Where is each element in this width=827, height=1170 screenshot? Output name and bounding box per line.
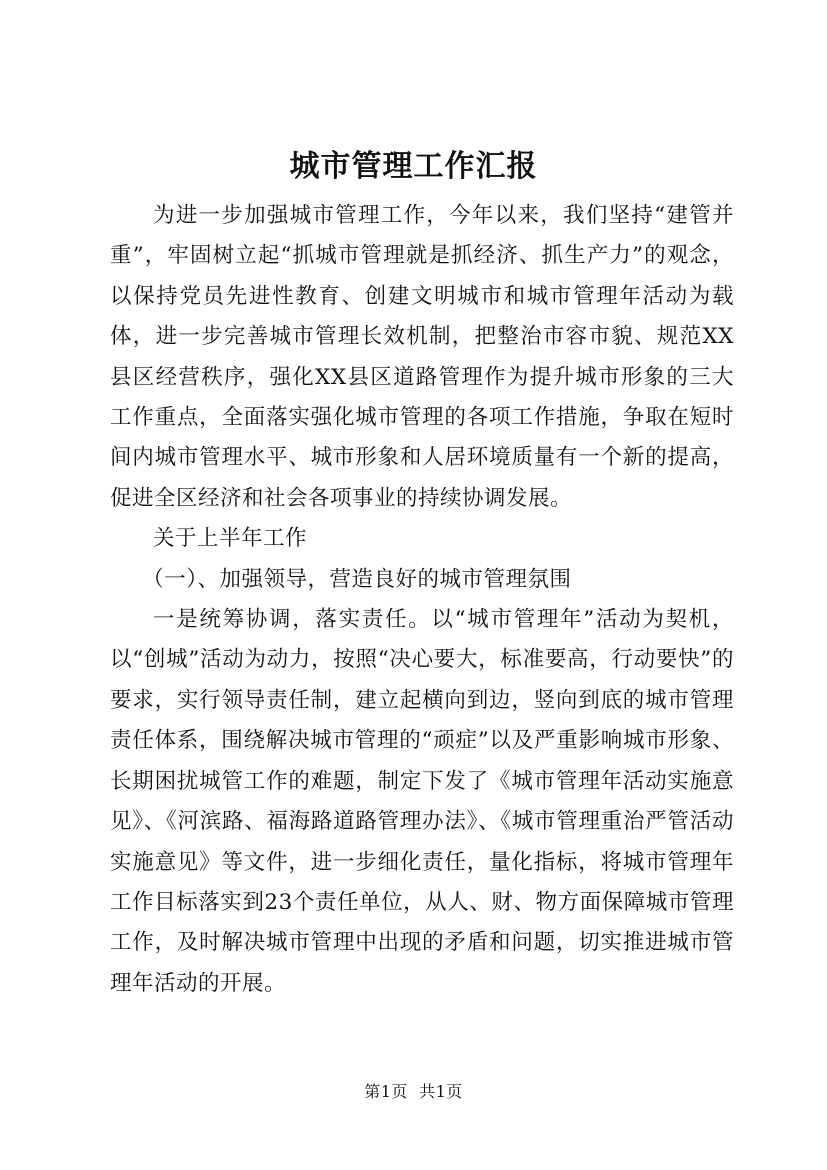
intro-paragraph: 为进一步加强城市管理工作，今年以来，我们坚持“建管并重”，牢固树立起“抓城市管理就是抓经济、抓生产力”的观念，以保持党员先进性教育、创建文明城市和城市管理年活动为载体，进一步完善城市管理长效机制，把整治市容市貌、规范XX县区经营秩序，强化XX县区道路管理作为提升城市形象的三大工作重点，全面落实强化城市管理的各项工作措施，争取在短时间内城市管理水平、城市形象和人居环境质量有一个新的提高，促进全区经济和社会各项事业的持续协调发展。 xyxy=(110,203,734,511)
document-title: 城市管理工作汇报 xyxy=(289,149,538,184)
page-footer xyxy=(0,1081,827,1103)
page-number-label: 第1页 共1页 xyxy=(364,1082,463,1101)
document-body xyxy=(110,196,734,1004)
body-paragraph: 一是统筹协调，落实责任。以“城市管理年”活动为契机，以“创城”活动为动力，按照“决心要大，标准要高，行动要快”的要求，实行领导责任制，建立起横向到边，竖向到底的城市管理责任体系，围绕解决城市管理的“顽症”以及严重影响城市形象、长期困扰城管工作的难题，制定下发了《城市管理年活动实施意见》、《河滨路、福海路道路管理办法》、《城市管理重治严管活动实施意见》等文件，进一步细化责任，量化指标，将城市管理年工作目标落实到23个责任单位，从人、财、物方面保障城市管理工作，及时解决城市管理中出现的矛盾和问题，切实推进城市管理年活动的开展。 xyxy=(110,607,734,996)
subsection-heading: （一）、加强领导，营造良好的城市管理氛围 xyxy=(142,566,572,592)
section-heading: 关于上半年工作 xyxy=(153,526,308,552)
